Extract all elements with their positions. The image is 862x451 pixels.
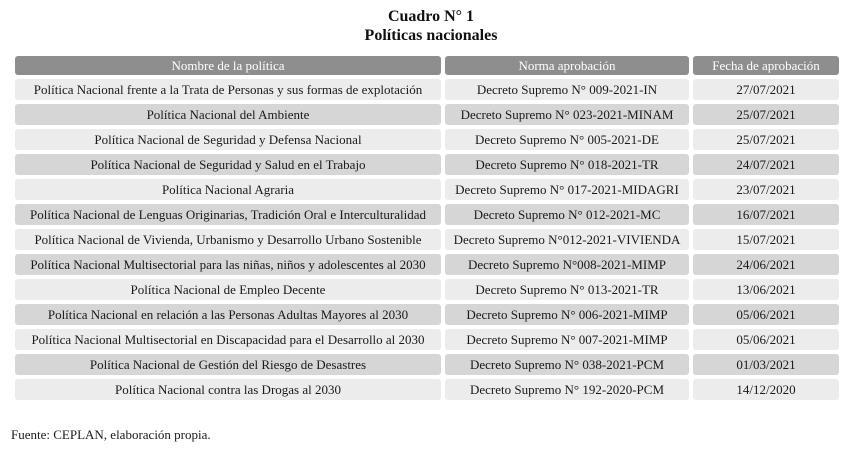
table-row xyxy=(15,229,839,250)
cell-policy-name: Política Nacional Multisectorial para las niñas, niños y adolescentes al 2030 xyxy=(15,254,441,275)
policies-table-container xyxy=(15,56,839,400)
table-body xyxy=(15,79,839,400)
cell-approval-date: 16/07/2021 xyxy=(693,204,839,225)
cell-approval-norm: Decreto Supremo N°012-2021-VIVIENDA xyxy=(445,229,689,250)
cell-approval-date: 27/07/2021 xyxy=(693,79,839,100)
table-row xyxy=(15,154,839,175)
cell-approval-norm: Decreto Supremo N° 023-2021-MINAM xyxy=(445,104,689,125)
cell-policy-name: Política Nacional de Seguridad y Defensa Nacional xyxy=(15,129,441,150)
cell-approval-norm: Decreto Supremo N° 007-2021-MIMP xyxy=(445,329,689,350)
column-header-approval-date: Fecha de aprobación xyxy=(693,56,839,75)
cell-approval-date: 01/03/2021 xyxy=(693,354,839,375)
cell-approval-date: 14/12/2020 xyxy=(693,379,839,400)
cell-approval-date: 24/07/2021 xyxy=(693,154,839,175)
table-row xyxy=(15,329,839,350)
table-row xyxy=(15,254,839,275)
table-header-row xyxy=(15,56,839,75)
cell-approval-date: 25/07/2021 xyxy=(693,104,839,125)
caption-title: Políticas nacionales xyxy=(364,27,498,44)
cell-approval-norm: Decreto Supremo N° 013-2021-TR xyxy=(445,279,689,300)
table-caption xyxy=(0,7,862,45)
cell-approval-norm: Decreto Supremo N° 009-2021-IN xyxy=(445,79,689,100)
table-row xyxy=(15,354,839,375)
cell-approval-date: 25/07/2021 xyxy=(693,129,839,150)
cell-approval-date: 24/06/2021 xyxy=(693,254,839,275)
table-row xyxy=(15,179,839,200)
cell-policy-name: Política Nacional de Vivienda, Urbanismo y Desarrollo Urbano Sostenible xyxy=(15,229,441,250)
cell-policy-name: Política Nacional de Seguridad y Salud en el Trabajo xyxy=(15,154,441,175)
cell-approval-norm: Decreto Supremo N°008-2021-MIMP xyxy=(445,254,689,275)
cell-policy-name: Política Nacional Agraria xyxy=(15,179,441,200)
caption-number: Cuadro N° 1 xyxy=(387,8,475,25)
cell-policy-name: Política Nacional de Lenguas Originarias, Tradición Oral e Interculturalidad xyxy=(15,204,441,225)
cell-approval-norm: Decreto Supremo N° 038-2021-PCM xyxy=(445,354,689,375)
cell-approval-date: 15/07/2021 xyxy=(693,229,839,250)
cell-approval-norm: Decreto Supremo N° 006-2021-MIMP xyxy=(445,304,689,325)
cell-approval-norm: Decreto Supremo N° 005-2021-DE xyxy=(445,129,689,150)
cell-policy-name: Política Nacional contra las Drogas al 2030 xyxy=(15,379,441,400)
source-note: Fuente: CEPLAN, elaboración propia. xyxy=(11,427,211,442)
cell-policy-name: Política Nacional en relación a las Personas Adultas Mayores al 2030 xyxy=(15,304,441,325)
cell-approval-date: 05/06/2021 xyxy=(693,329,839,350)
cell-policy-name: Política Nacional del Ambiente xyxy=(15,104,441,125)
cell-approval-norm: Decreto Supremo N° 018-2021-TR xyxy=(445,154,689,175)
cell-approval-date: 05/06/2021 xyxy=(693,304,839,325)
table-row xyxy=(15,279,839,300)
table-row xyxy=(15,379,839,400)
cell-policy-name: Política Nacional de Empleo Decente xyxy=(15,279,441,300)
cell-policy-name: Política Nacional Multisectorial en Discapacidad para el Desarrollo al 2030 xyxy=(15,329,441,350)
table-row xyxy=(15,204,839,225)
cell-approval-norm: Decreto Supremo N° 017-2021-MIDAGRI xyxy=(445,179,689,200)
table-row xyxy=(15,129,839,150)
cell-approval-norm: Decreto Supremo N° 012-2021-MC xyxy=(445,204,689,225)
column-header-policy-name: Nombre de la política xyxy=(15,56,441,75)
cell-policy-name: Política Nacional de Gestión del Riesgo de Desastres xyxy=(15,354,441,375)
column-header-approval-norm: Norma aprobación xyxy=(445,56,689,75)
policies-table xyxy=(11,52,843,404)
table-row xyxy=(15,79,839,100)
cell-approval-norm: Decreto Supremo N° 192-2020-PCM xyxy=(445,379,689,400)
cell-approval-date: 23/07/2021 xyxy=(693,179,839,200)
table-row xyxy=(15,304,839,325)
table-row xyxy=(15,104,839,125)
cell-approval-date: 13/06/2021 xyxy=(693,279,839,300)
cell-policy-name: Política Nacional frente a la Trata de Personas y sus formas de explotación xyxy=(15,79,441,100)
